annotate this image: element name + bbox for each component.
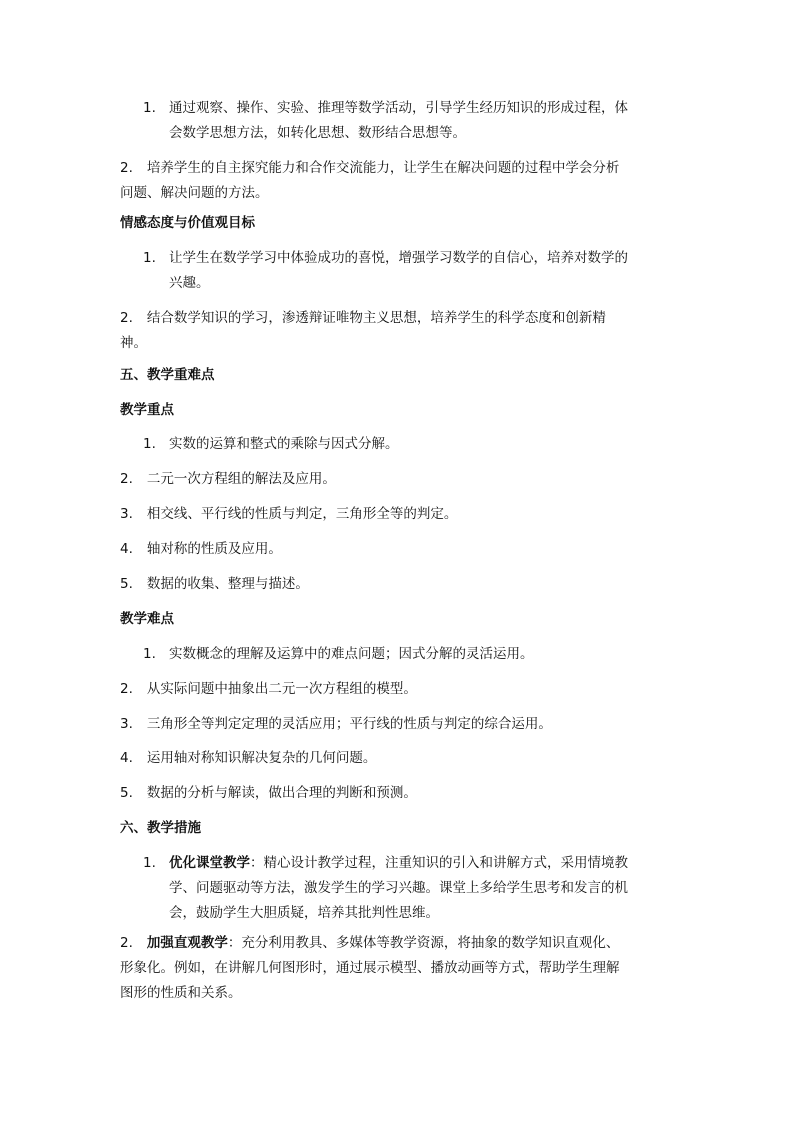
item-line [120,502,457,527]
item-line [120,467,336,492]
item-line [120,331,606,356]
item-number: 2. [120,160,133,176]
item-text: 培养学生的自主探究能力和合作交流能力，让学生在解决问题的过程中学会分析 [146,160,620,176]
item-number: 5. [120,785,133,801]
item-line [120,156,619,181]
numbered-item [143,96,628,146]
item-line [120,306,606,331]
item-text: 三角形全等判定定理的灵活应用；平行线的性质与判定的综合运用。 [146,716,552,732]
section-heading: 教学难点 [120,611,174,627]
item-text: 从实际问题中抽象出二元一次方程组的模型。 [146,681,417,697]
numbered-item [120,306,606,356]
item-text: 结合数学知识的学习，渗透辩证唯物主义思想，培养学生的科学态度和创新精 [146,310,606,326]
numbered-item [120,572,309,597]
item-line [169,901,628,926]
item-number: 3. [120,716,133,732]
section-heading: 五、教学重难点 [120,367,215,383]
item-line [120,781,417,806]
item-number: 1. [143,855,156,871]
item-line [169,851,628,876]
item-text: 问题、解决问题的方法。 [120,185,269,201]
item-text: 学、问题驱动等方法，激发学生的学习兴趣。课堂上多给学生思考和发言的机 [169,880,628,896]
item-text: ：精心设计教学过程，注重知识的引入和讲解方式，采用情境教 [250,855,628,871]
item-number: 1. [143,100,156,116]
item-line [120,931,620,956]
item-line [169,96,628,121]
item-number: 4. [120,750,133,766]
numbered-item [143,851,628,926]
numbered-item [120,677,417,702]
numbered-item [143,432,399,457]
item-text: 会数学思想方法，如转化思想、数形结合思想等。 [169,125,466,141]
numbered-item [120,712,552,737]
item-number: 5. [120,576,133,592]
item-text: 让学生在数学学习中体验成功的喜悦，增强学习数学的自信心，培养对数学的 [169,250,628,266]
item-text: 二元一次方程组的解法及应用。 [146,471,336,487]
item-line [120,956,620,981]
item-number: 2. [120,471,133,487]
item-line [120,677,417,702]
numbered-item [143,642,534,667]
numbered-item [120,781,417,806]
item-text: 轴对称的性质及应用。 [146,541,282,557]
item-line [120,746,376,771]
numbered-item [120,931,620,1006]
item-number: 2. [120,935,133,951]
item-line [169,432,399,457]
item-number: 3. [120,506,133,522]
numbered-item [143,246,628,296]
item-text: 数据的分析与解读，做出合理的判断和预测。 [146,785,417,801]
section-heading: 六、教学措施 [120,820,201,836]
item-text: 神。 [120,335,147,351]
item-text: 实数概念的理解及运算中的难点问题；因式分解的灵活运用。 [169,646,534,662]
item-line [169,271,628,296]
item-text: 运用轴对称知识解决复杂的几何问题。 [146,750,377,766]
item-line [120,572,309,597]
item-lead: 加强直观教学 [146,935,228,951]
item-number: 1. [143,250,156,266]
item-line [169,642,534,667]
item-line [120,712,552,737]
numbered-item [120,467,336,492]
numbered-item [120,156,619,206]
numbered-item [120,746,376,771]
item-number: 4. [120,541,133,557]
numbered-item [120,502,457,527]
item-text: 兴趣。 [169,275,210,291]
item-line [120,181,619,206]
item-text: ：充分利用教具、多媒体等教学资源，将抽象的数学知识直观化、 [227,935,620,951]
section-heading: 教学重点 [120,402,174,418]
item-line [169,876,628,901]
item-number: 1. [143,436,156,452]
item-line [120,981,620,1006]
item-line [169,121,628,146]
item-text: 相交线、平行线的性质与判定，三角形全等的判定。 [146,506,458,522]
item-text: 实数的运算和整式的乘除与因式分解。 [169,436,399,452]
item-text: 图形的性质和关系。 [120,985,242,1001]
item-lead: 优化课堂教学 [169,855,250,871]
item-line [169,246,628,271]
item-text: 通过观察、操作、实验、推理等数学活动，引导学生经历知识的形成过程，体 [169,100,628,116]
item-number: 1. [143,646,156,662]
item-line [120,537,282,562]
numbered-item [120,537,282,562]
item-text: 数据的收集、整理与描述。 [146,576,309,592]
item-text: 会，鼓励学生大胆质疑，培养其批判性思维。 [169,905,439,921]
item-number: 2. [120,681,133,697]
section-heading: 情感态度与价值观目标 [120,215,255,231]
item-number: 2. [120,310,133,326]
item-text: 形象化。例如，在讲解几何图形时，通过展示模型、播放动画等方式，帮助学生理解 [120,960,620,976]
